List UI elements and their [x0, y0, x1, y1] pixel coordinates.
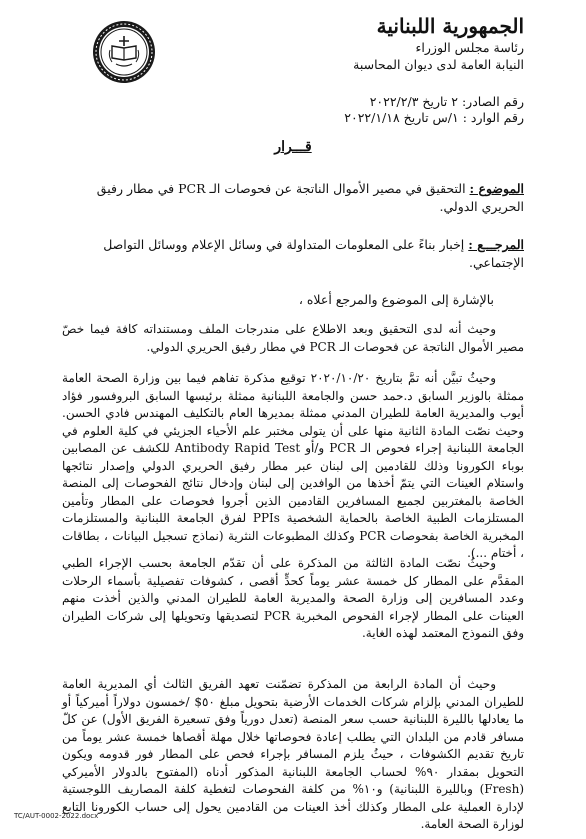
intro-line: بالإشارة إلى الموضوع والمرجع أعلاه ،: [298, 292, 494, 307]
paragraph-investigation: وحيث أنه لدى التحقيق وبعد الاطلاع على مندرجات الملف ومستنداته كافة فيما خصّ مصير الأموال الناتجة عن فحوصات الـ PCR في مطار رفيق الحريري الدولي.: [62, 322, 524, 354]
received-number: رقم الوارد : ١/س تاريخ ٢٠٢٢/١/١٨: [344, 110, 524, 125]
paragraph-article-four: وحيث أن المادة الرابعة من المذكرة تضمّنت تعهد الفريق الثالث أي المديرية العامة للطيران المدني بإلزام شركات الخدمات الأرضية بتحويل مبلغ ٥٠$ /خمسون دولاراً أميركياً أو ما يعادلها بالليرة اللبنانية حسب سعر المنصة (تعدل دورياً وفق تسعيرة الفريق الأول) عن كلّ مسافر قادم من البلدان التي يطلب إعادة فحوصاتها خلال مهلة أقصاها خمسة عشر يوماً من تاريخ تقديم الكشوفات ، حيثُ يلزم المسافر بإجراء فحص على المطار فور قدومه ويكون التحويل بمقدار ٩٠% لحساب الجامعة اللبنانية المذكور أدناه (المفتوح بالدولار الأميركي (Fresh) وبالليرة اللبنانية) و١٠% من كلفة الفحوصات لتغطية كلفة المصاريف اللوجستية لإدارة العملية على المطار وكذلك أخذ العينات من القادمين يحول إلى حساب الكورونا التابع لوزارة الصحة العامة.: [62, 677, 525, 831]
subject-label: الموضوع :: [469, 181, 524, 196]
subject-section: [62, 180, 524, 216]
decision-heading: قـــرار: [274, 139, 312, 155]
paragraph-article-three: وحيثُ نصّت المادة الثالثة من المذكرة على أن تقدّم الجامعة بحسب الإجراء الطبي المقدَّم على المطار كل خمسة عشر يوماً كحدٍّ أقصى ، كشوفات تفصيلية بأسماء الرحلات وعدد المسافرين إلى وزارة الصحة والمديرية العامة للطيران المدني والذين أخذت منهم العينات على المطار لإجراء الفحوص المخبرية PCR لتصديقها وتحويلها إلى شركات الطيران وفق النموذج المعتمد لهذه الغاية.: [62, 556, 525, 640]
reference-section: [62, 236, 524, 272]
header-title: الجمهورية اللبنانية: [376, 14, 524, 38]
footer-filename: TC/AUT-0002-2022.docx: [14, 812, 99, 820]
reference-text: إخبار بناءً على المعلومات المتداولة في وسائل الإعلام ووسائل التواصل الإجتماعي.: [103, 237, 524, 270]
emblem-seal-icon: [92, 20, 156, 84]
paragraph-memorandum: وحيثُ تبيَّن أنه تمَّ بتاريخ ٢٠٢٠/١٠/٢٠ توقيع مذكرة تفاهم فيما بين وزارة الصحة العامة ممثلة بالوزير السابق د.حمد حسن والجامعة اللبنانية ممثلة برئيسها السابق البروفسور فؤاد أيوب والمديرية العامة للطيران المدني ممثلة بمديرها العام بالتكليف المهندس فادي الحسن. وحيث نصّت المادة الثانية منها على أن يتولى مختبر علم الأحياء الجزيئي في كلية العلوم في الجامعة اللبنانية إجراء فحوص الـ PCR و/أو Antibody Rapid Test للكشف عن المصابين بوباء الكورونا وذلك للقادمين إلى لبنان عبر مطار رفيق الحريري الدولي وإصدار نتائجها واستلام العينات التي يتمّ أخذها من الوافدين إلى لبنان وإدخال نتائج الفحوصات إلى المنصة الخاصة بالمغتربين لجميع المسافرين القادمين الذين أجروا فحوصات على المطار وتأمين المستلزمات الطبية الخاصة بالحماية الشخصية PPIs لفرق الجامعة اللبنانية والمستلزمات المخبرية الخاصة بفحوصات PCR وكذلك المطبوعات النثرية (نماذج تسجيل البيانات ، بطاقات ، أختام ...).: [62, 371, 524, 560]
header-line-office: رئاسة مجلس الوزراء: [415, 40, 524, 55]
header-line-prosecution: النيابة العامة لدى ديوان المحاسبة: [353, 57, 524, 72]
reference-label: المرجـــع :: [468, 237, 524, 252]
issued-number: رقم الصادر: ٢ تاريخ ٢٠٢٢/٢/٣: [369, 94, 524, 109]
subject-text: التحقيق في مصير الأموال الناتجة عن فحوصات الـ PCR في مطار رفيق الحريري الدولي.: [96, 181, 524, 214]
